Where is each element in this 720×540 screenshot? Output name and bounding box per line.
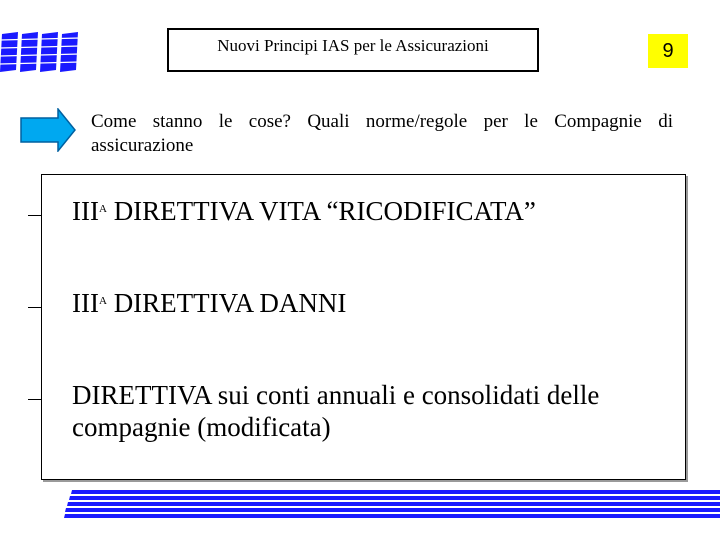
item-prefix: III [72,288,99,318]
bullet-dash [28,307,42,308]
slide-title: Nuovi Principi IAS per le Assicurazioni [217,36,489,55]
page-number: 9 [662,39,674,62]
item-text: DIRETTIVA VITA “RICODIFICATA” [106,196,536,226]
page-number-badge [648,34,688,68]
footer-stripes [64,490,720,520]
intro-text: Come stanno le cose? Quali norme/regole per le Compagnie di assicurazione [91,111,673,156]
item-superscript: A [98,295,107,307]
item-prefix: III [72,196,99,226]
item-text: DIRETTIVA DANNI [106,288,347,318]
content-box [41,174,686,480]
bullet-dash [28,215,42,216]
item-text: DIRETTIVA sui conti annuali e consolidati delle compagnie (modificata) [72,380,600,442]
logo [0,28,80,74]
slide-title-box [167,28,539,72]
item-superscript: A [98,203,107,215]
bullet-dash [28,399,42,400]
arrow-right-icon [20,108,76,152]
